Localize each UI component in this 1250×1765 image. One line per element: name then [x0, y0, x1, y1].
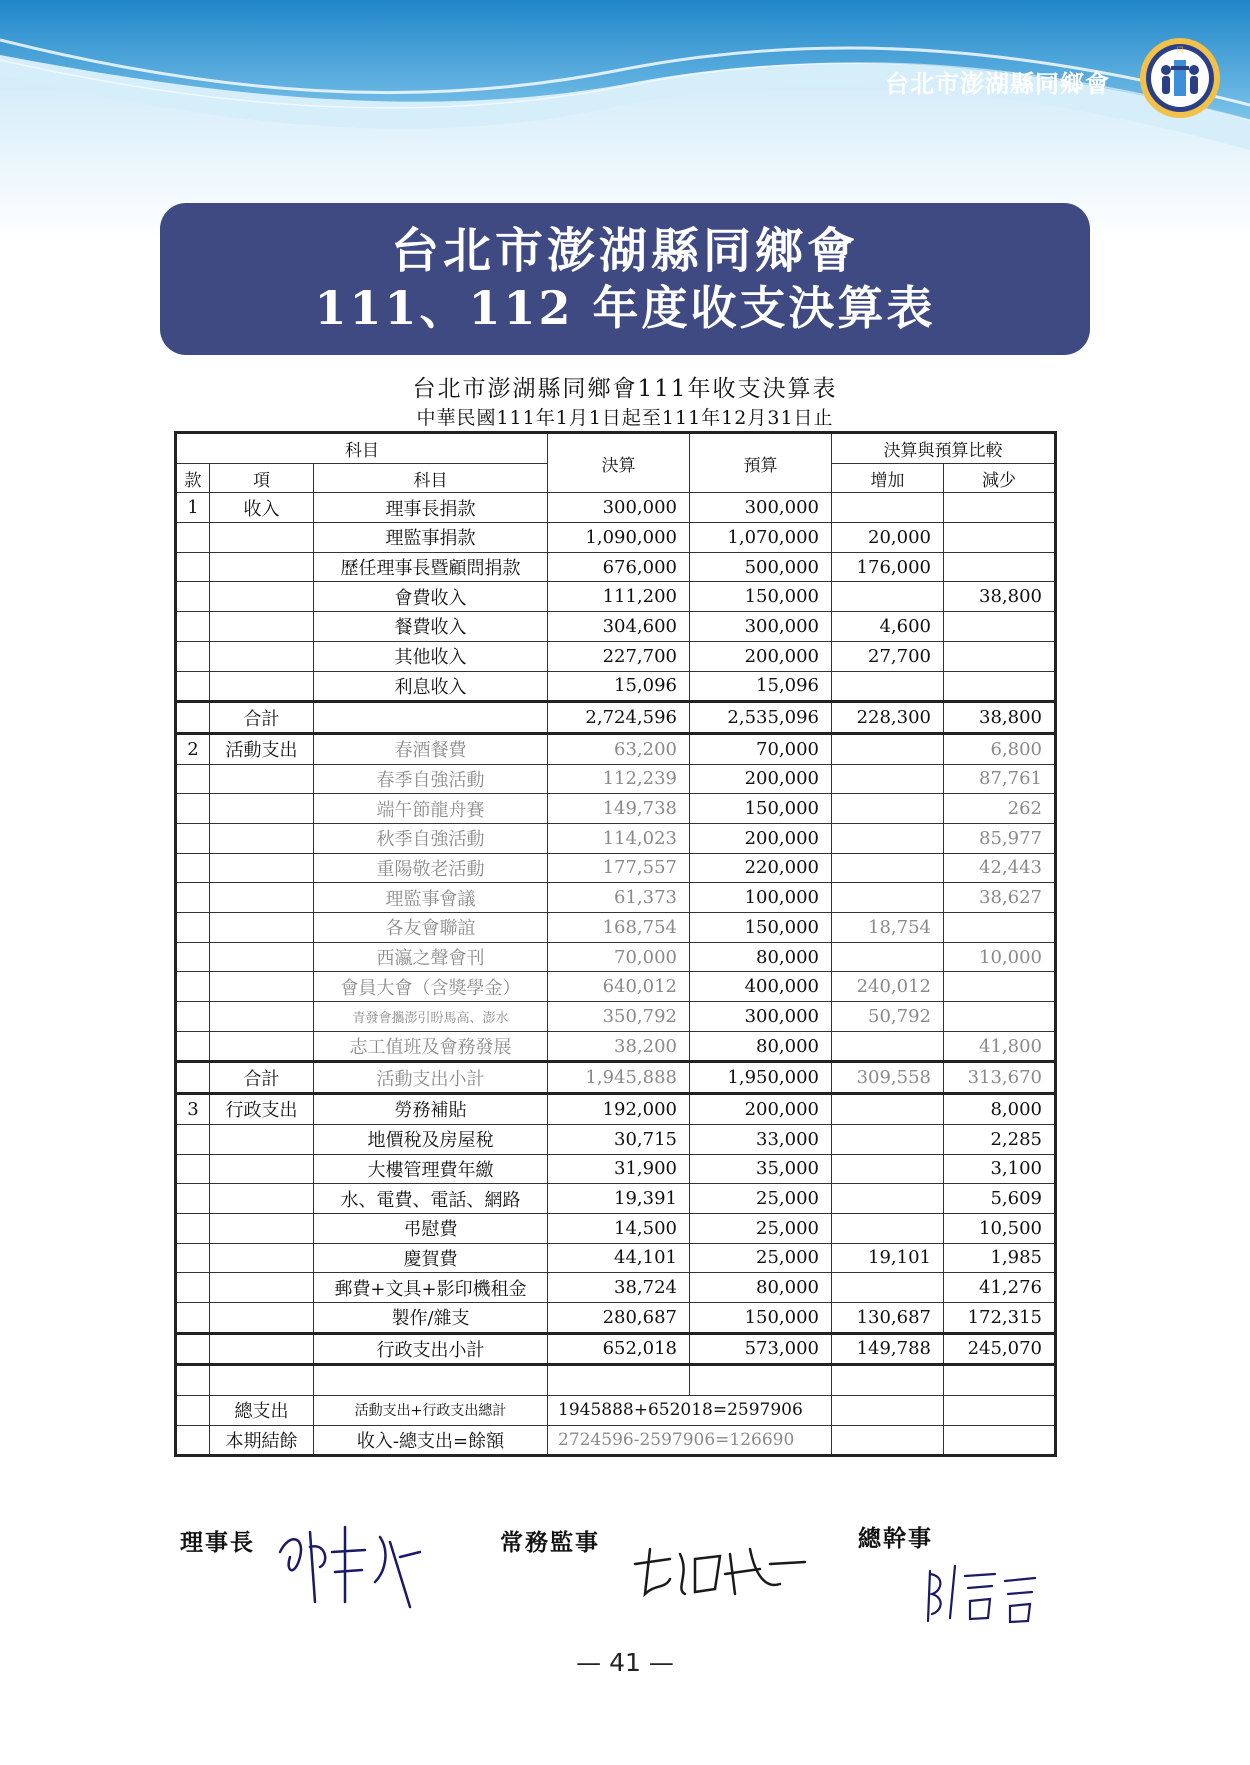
decrease-cell: 42,443 — [944, 853, 1056, 883]
table-row — [176, 671, 1056, 702]
admin-total-row — [176, 1333, 1056, 1365]
subject-cell: 會員大會（含獎學金） — [314, 972, 548, 1002]
actual-cell: 70,000 — [548, 942, 690, 972]
actual-cell: 304,600 — [548, 612, 690, 642]
subject-cell: 弔慰費 — [314, 1213, 548, 1243]
banner-title-line2: 111、112 年度收支決算表 — [314, 281, 936, 335]
actual-cell: 112,239 — [548, 764, 690, 794]
increase-cell — [832, 883, 944, 913]
budget-cell: 35,000 — [690, 1154, 832, 1184]
increase-cell: 130,687 — [832, 1302, 944, 1333]
header-compare: 決算與預算比較 — [832, 433, 1056, 464]
chairman-label: 理事長 — [180, 1529, 255, 1556]
increase-cell: 20,000 — [832, 523, 944, 553]
summary-label: 總支出 — [210, 1396, 314, 1426]
decrease-cell: 38,627 — [944, 883, 1056, 913]
table-row — [176, 523, 1056, 553]
table-row — [176, 913, 1056, 943]
increase-cell — [832, 794, 944, 824]
budget-cell: 150,000 — [690, 1302, 832, 1333]
increase-cell: 309,558 — [832, 1062, 944, 1094]
table-row — [176, 1031, 1056, 1062]
secretary-signature-icon — [920, 1556, 1060, 1626]
page-number: — 41 — — [576, 1648, 674, 1677]
kuan-cell: 2 — [176, 733, 210, 764]
supervisor-label: 常務監事 — [500, 1529, 600, 1556]
summary-row-total-expense — [176, 1396, 1056, 1426]
budget-cell: 400,000 — [690, 972, 832, 1002]
increase-cell — [832, 671, 944, 702]
header-kuan: 款 — [176, 463, 210, 493]
svg-text:同: 同 — [1176, 46, 1184, 54]
header-decrease: 減少 — [944, 463, 1056, 493]
header-xiang: 項 — [210, 463, 314, 493]
table-row — [176, 493, 1056, 523]
decrease-cell: 10,500 — [944, 1213, 1056, 1243]
subject-cell: 西瀛之聲會刊 — [314, 942, 548, 972]
kuan-cell: 3 — [176, 1094, 210, 1125]
xiang-cell: 行政支出 — [210, 1094, 314, 1125]
table-row — [176, 552, 1056, 582]
actual-cell: 640,012 — [548, 972, 690, 1002]
actual-cell: 14,500 — [548, 1213, 690, 1243]
decrease-cell: 6,800 — [944, 733, 1056, 764]
table-row — [176, 1154, 1056, 1184]
increase-cell: 18,754 — [832, 913, 944, 943]
actual-cell: 652,018 — [548, 1333, 690, 1365]
actual-cell: 177,557 — [548, 853, 690, 883]
increase-cell: 27,700 — [832, 641, 944, 671]
decrease-cell: 3,100 — [944, 1154, 1056, 1184]
association-logo-icon — [1138, 36, 1222, 120]
subject-cell: 春酒餐費 — [314, 733, 548, 764]
decrease-cell: 5,609 — [944, 1184, 1056, 1214]
budget-cell: 300,000 — [690, 493, 832, 523]
header-actual: 決算 — [548, 433, 690, 493]
decrease-cell: 10,000 — [944, 942, 1056, 972]
budget-cell: 1,950,000 — [690, 1062, 832, 1094]
income-total-row — [176, 702, 1056, 734]
decrease-cell — [944, 612, 1056, 642]
table-row — [176, 1213, 1056, 1243]
actual-cell: 676,000 — [548, 552, 690, 582]
actual-cell: 1,945,888 — [548, 1062, 690, 1094]
summary-subject: 活動支出+行政支出總計 — [314, 1396, 548, 1426]
table-row — [176, 1002, 1056, 1032]
header-subject: 科目 — [314, 463, 548, 493]
subject-cell: 理事長捐款 — [314, 493, 548, 523]
table-row — [176, 853, 1056, 883]
subject-cell: 青發會攜澎引盼馬高、澎水 — [314, 1002, 548, 1032]
subject-cell: 理監事捐款 — [314, 523, 548, 553]
actual-cell: 280,687 — [548, 1302, 690, 1333]
summary-row-balance — [176, 1425, 1056, 1456]
budget-cell: 500,000 — [690, 552, 832, 582]
subject-cell: 勞務補貼 — [314, 1094, 548, 1125]
header-org-name: 台北市澎湖縣同鄉會 — [885, 70, 1110, 98]
decrease-cell: 41,800 — [944, 1031, 1056, 1062]
table-row — [176, 823, 1056, 853]
table-row — [176, 1184, 1056, 1214]
increase-cell — [832, 1213, 944, 1243]
actual-cell: 300,000 — [548, 493, 690, 523]
actual-cell: 350,792 — [548, 1002, 690, 1032]
subject-cell: 餐費收入 — [314, 612, 548, 642]
decrease-cell — [944, 523, 1056, 553]
subject-cell — [314, 702, 548, 734]
decrease-cell: 262 — [944, 794, 1056, 824]
secretary-label: 總幹事 — [858, 1525, 933, 1552]
subject-cell: 慶賀費 — [314, 1243, 548, 1273]
increase-cell: 19,101 — [832, 1243, 944, 1273]
actual-cell: 61,373 — [548, 883, 690, 913]
title-banner — [160, 203, 1090, 355]
budget-cell: 150,000 — [690, 794, 832, 824]
subject-cell: 活動支出小計 — [314, 1062, 548, 1094]
xiang-cell: 活動支出 — [210, 733, 314, 764]
blank-row — [176, 1365, 1056, 1396]
decrease-cell: 85,977 — [944, 823, 1056, 853]
subject-cell: 郵費+文具+影印機租金 — [314, 1273, 548, 1303]
actual-cell: 111,200 — [548, 582, 690, 612]
table-row — [176, 942, 1056, 972]
header-subject-group: 科目 — [176, 433, 548, 464]
actual-cell: 149,738 — [548, 794, 690, 824]
xiang-cell: 收入 — [210, 493, 314, 523]
decrease-cell: 2,285 — [944, 1124, 1056, 1154]
subject-cell: 志工值班及會務發展 — [314, 1031, 548, 1062]
decrease-cell — [944, 493, 1056, 523]
subject-cell: 行政支出小計 — [314, 1333, 548, 1365]
budget-cell: 200,000 — [690, 823, 832, 853]
increase-cell — [832, 582, 944, 612]
actual-cell: 31,900 — [548, 1154, 690, 1184]
table-row — [176, 733, 1056, 764]
budget-cell: 1,070,000 — [690, 523, 832, 553]
increase-cell: 149,788 — [832, 1333, 944, 1365]
increase-cell — [832, 493, 944, 523]
decrease-cell: 1,985 — [944, 1243, 1056, 1273]
table-header-row — [176, 433, 1056, 464]
table-row — [176, 883, 1056, 913]
budget-cell: 300,000 — [690, 612, 832, 642]
decrease-cell: 172,315 — [944, 1302, 1056, 1333]
budget-cell: 70,000 — [690, 733, 832, 764]
budget-cell: 80,000 — [690, 942, 832, 972]
header-increase: 增加 — [832, 463, 944, 493]
increase-cell: 50,792 — [832, 1002, 944, 1032]
budget-cell: 25,000 — [690, 1243, 832, 1273]
budget-cell: 200,000 — [690, 764, 832, 794]
decrease-cell — [944, 913, 1056, 943]
table-row — [176, 794, 1056, 824]
summary-formula: 1945888+652018=2597906 — [548, 1396, 832, 1426]
subject-cell: 利息收入 — [314, 671, 548, 702]
actual-cell: 30,715 — [548, 1124, 690, 1154]
decrease-cell — [944, 671, 1056, 702]
budget-table — [174, 431, 1057, 1457]
increase-cell — [832, 764, 944, 794]
subject-cell: 端午節龍舟賽 — [314, 794, 548, 824]
decrease-cell: 313,670 — [944, 1062, 1056, 1094]
total-label: 合計 — [210, 1062, 314, 1094]
budget-cell: 80,000 — [690, 1273, 832, 1303]
actual-cell: 44,101 — [548, 1243, 690, 1273]
actual-cell: 19,391 — [548, 1184, 690, 1214]
kuan-cell: 1 — [176, 493, 210, 523]
decrease-cell — [944, 972, 1056, 1002]
subject-cell: 其他收入 — [314, 641, 548, 671]
table-row — [176, 1094, 1056, 1125]
table-row — [176, 612, 1056, 642]
actual-cell: 15,096 — [548, 671, 690, 702]
table-row — [176, 1124, 1056, 1154]
increase-cell — [832, 1124, 944, 1154]
total-label — [210, 1333, 314, 1365]
increase-cell: 4,600 — [832, 612, 944, 642]
table-row — [176, 1302, 1056, 1333]
increase-cell — [832, 823, 944, 853]
table-row — [176, 1273, 1056, 1303]
document-title: 台北市澎湖縣同鄉會111年收支決算表 — [412, 376, 838, 402]
table-row — [176, 582, 1056, 612]
subject-cell: 春季自強活動 — [314, 764, 548, 794]
subject-cell: 理監事會議 — [314, 883, 548, 913]
increase-cell: 240,012 — [832, 972, 944, 1002]
actual-cell: 63,200 — [548, 733, 690, 764]
budget-cell: 220,000 — [690, 853, 832, 883]
subject-cell: 歷任理事長暨顧問捐款 — [314, 552, 548, 582]
decrease-cell: 41,276 — [944, 1273, 1056, 1303]
budget-cell: 200,000 — [690, 641, 832, 671]
summary-label: 本期結餘 — [210, 1425, 314, 1456]
budget-cell: 2,535,096 — [690, 702, 832, 734]
actual-cell: 114,023 — [548, 823, 690, 853]
total-label: 合計 — [210, 702, 314, 734]
increase-cell — [832, 733, 944, 764]
subject-cell: 重陽敬老活動 — [314, 853, 548, 883]
increase-cell — [832, 1273, 944, 1303]
decrease-cell: 38,800 — [944, 702, 1056, 734]
increase-cell: 228,300 — [832, 702, 944, 734]
table-row — [176, 641, 1056, 671]
summary-formula: 2724596-2597906=126690 — [548, 1425, 832, 1456]
budget-cell: 573,000 — [690, 1333, 832, 1365]
decrease-cell: 87,761 — [944, 764, 1056, 794]
actual-cell: 168,754 — [548, 913, 690, 943]
banner-title-line1: 台北市澎湖縣同鄉會 — [390, 223, 859, 279]
budget-cell: 15,096 — [690, 671, 832, 702]
increase-cell — [832, 942, 944, 972]
decrease-cell — [944, 1002, 1056, 1032]
budget-cell: 33,000 — [690, 1124, 832, 1154]
actual-cell: 227,700 — [548, 641, 690, 671]
budget-cell: 25,000 — [690, 1184, 832, 1214]
subject-cell: 地價稅及房屋稅 — [314, 1124, 548, 1154]
subject-cell: 會費收入 — [314, 582, 548, 612]
budget-cell: 150,000 — [690, 913, 832, 943]
decrease-cell — [944, 552, 1056, 582]
increase-cell — [832, 1154, 944, 1184]
decrease-cell — [944, 641, 1056, 671]
actual-cell: 1,090,000 — [548, 523, 690, 553]
summary-subject: 收入-總支出=餘額 — [314, 1425, 548, 1456]
decrease-cell: 8,000 — [944, 1094, 1056, 1125]
budget-cell: 200,000 — [690, 1094, 832, 1125]
document-period: 中華民國111年1月1日起至111年12月31日止 — [416, 407, 834, 429]
header-budget: 預算 — [690, 433, 832, 493]
increase-cell — [832, 1184, 944, 1214]
subject-cell: 各友會聯誼 — [314, 913, 548, 943]
increase-cell: 176,000 — [832, 552, 944, 582]
budget-cell: 100,000 — [690, 883, 832, 913]
supervisor-signature-icon — [630, 1534, 810, 1614]
actual-cell: 38,200 — [548, 1031, 690, 1062]
budget-cell: 25,000 — [690, 1213, 832, 1243]
budget-cell: 300,000 — [690, 1002, 832, 1032]
subject-cell: 大樓管理費年繳 — [314, 1154, 548, 1184]
increase-cell — [832, 1031, 944, 1062]
table-row — [176, 1243, 1056, 1273]
actual-cell: 2,724,596 — [548, 702, 690, 734]
increase-cell — [832, 853, 944, 883]
signature-row — [0, 1512, 1250, 1622]
table-row — [176, 764, 1056, 794]
budget-cell: 80,000 — [690, 1031, 832, 1062]
actual-cell: 192,000 — [548, 1094, 690, 1125]
table-row — [176, 972, 1056, 1002]
chairman-signature-icon — [270, 1512, 440, 1612]
decrease-cell: 38,800 — [944, 582, 1056, 612]
budget-cell: 150,000 — [690, 582, 832, 612]
decrease-cell: 245,070 — [944, 1333, 1056, 1365]
subject-cell: 秋季自強活動 — [314, 823, 548, 853]
subject-cell: 製作/雜支 — [314, 1302, 548, 1333]
increase-cell — [832, 1094, 944, 1125]
subject-cell: 水、電費、電話、網路 — [314, 1184, 548, 1214]
actual-cell: 38,724 — [548, 1273, 690, 1303]
activity-total-row — [176, 1062, 1056, 1094]
